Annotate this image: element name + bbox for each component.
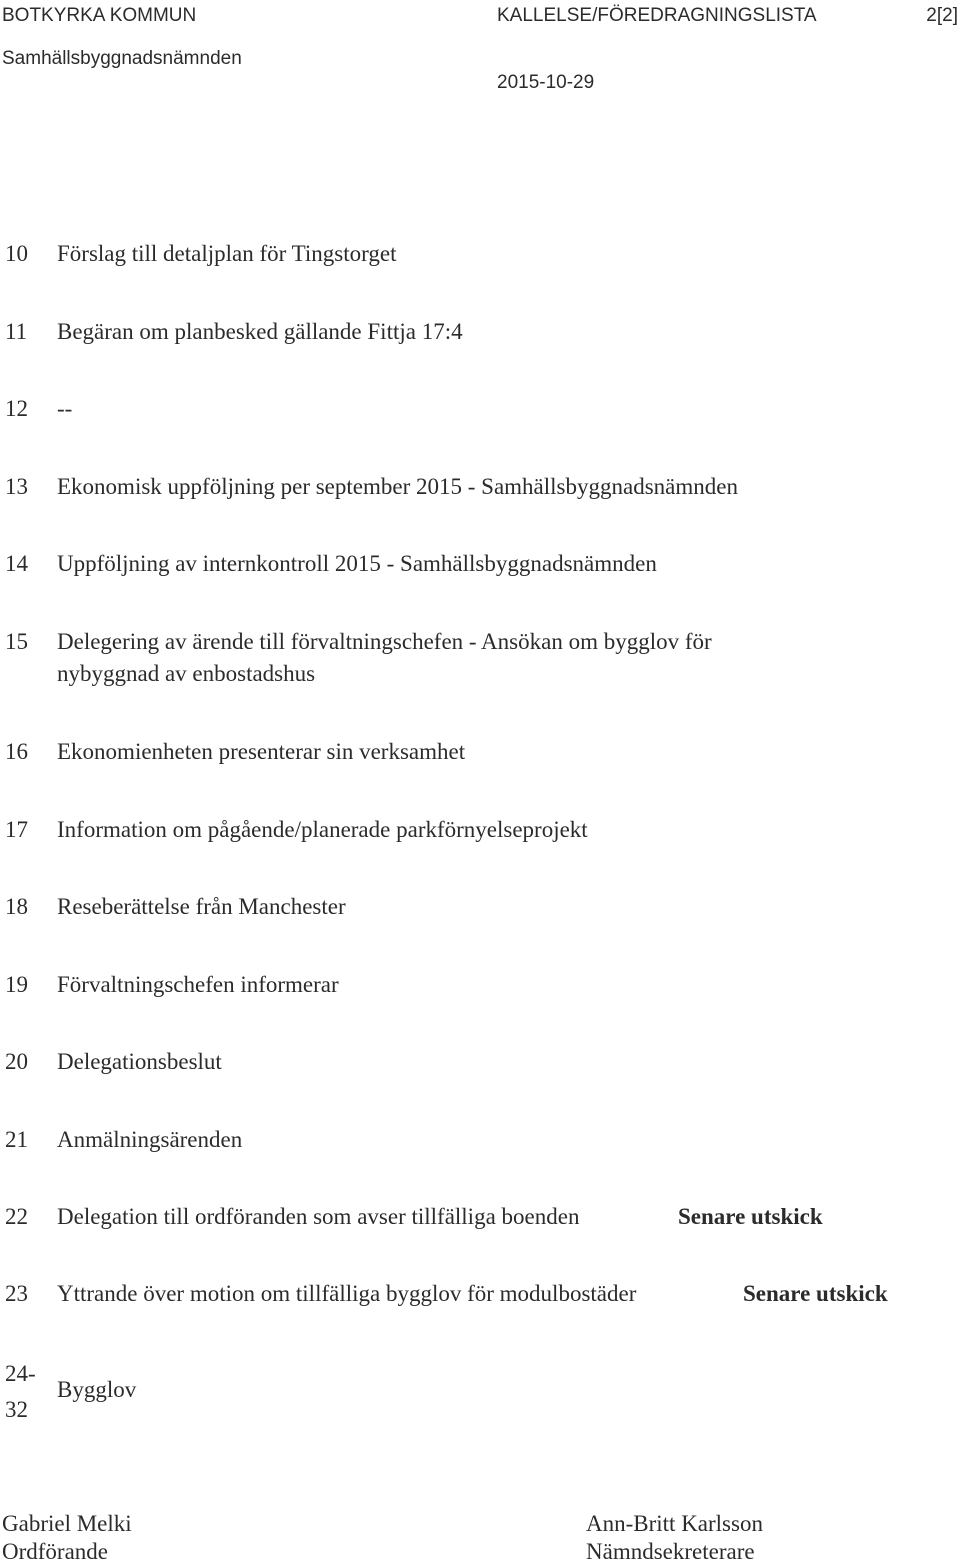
agenda-item-number: 19 [5,972,28,997]
secretary-name: Ann-Britt Karlsson [586,1511,763,1536]
secretary-role: Nämndsekreterare [586,1539,755,1564]
agenda-item-note: Senare utskick [743,1281,888,1306]
page-number: 2[2] [926,5,958,26]
agenda-item-title: -- [57,396,73,421]
agenda-item-title: Information om pågående/planerade parkförnyelseprojekt [57,817,588,842]
agenda-item-number: 16 [5,739,28,764]
agenda-item-title: Uppföljning av internkontroll 2015 - Samhällsbyggnadsnämnden [57,551,657,576]
agenda-item-number: 24- 32 [5,1361,36,1422]
agenda-item-number: 15 [5,629,28,654]
agenda-item-number: 14 [5,551,28,576]
document-type: KALLELSE/FÖREDRAGNINGSLISTA [497,5,817,26]
agenda-item-number: 22 [5,1204,28,1229]
agenda-item-number: 17 [5,817,28,842]
chair-role: Ordförande [2,1539,109,1564]
agenda-item-title: Delegation till ordföranden som avser tillfälliga boenden [57,1204,580,1229]
agenda-item-title: Anmälningsärenden [57,1127,243,1152]
agenda-item-title: Reseberättelse från Manchester [57,894,346,919]
agenda-item-title: Delegationsbeslut [57,1049,222,1074]
agenda-item-title: Delegering av ärende till förvaltningschefen - Ansökan om bygglov för nybyggnad av enbostadshus [57,629,712,686]
agenda-item-number: 13 [5,474,28,499]
agenda-item-number: 20 [5,1049,28,1074]
chair-name: Gabriel Melki [2,1511,132,1536]
committee-name: Samhällsbyggnadsnämnden [2,48,242,69]
agenda-item-number: 18 [5,894,28,919]
municipality-name: BOTKYRKA KOMMUN [2,5,197,26]
document-date: 2015-10-29 [497,72,595,93]
agenda-item-number: 12 [5,396,28,421]
agenda-item-number: 10 [5,241,28,266]
agenda-item-number: 11 [5,319,28,344]
agenda-item-title: Bygglov [57,1377,137,1402]
agenda-item-note: Senare utskick [678,1204,823,1229]
agenda-item-number: 21 [5,1127,28,1152]
agenda-item-title: Yttrande över motion om tillfälliga bygglov för modulbostäder [57,1281,637,1306]
agenda-item-number: 23 [5,1281,28,1306]
agenda-item-title: Ekonomisk uppföljning per september 2015 - Samhällsbyggnadsnämnden [57,474,738,499]
agenda-item-title: Förvaltningschefen informerar [57,972,339,997]
agenda-item-title: Förslag till detaljplan för Tingstorget [57,241,397,266]
agenda-item-title: Begäran om planbesked gällande Fittja 17:4 [57,319,463,344]
agenda-item-title: Ekonomienheten presenterar sin verksamhet [57,739,466,764]
